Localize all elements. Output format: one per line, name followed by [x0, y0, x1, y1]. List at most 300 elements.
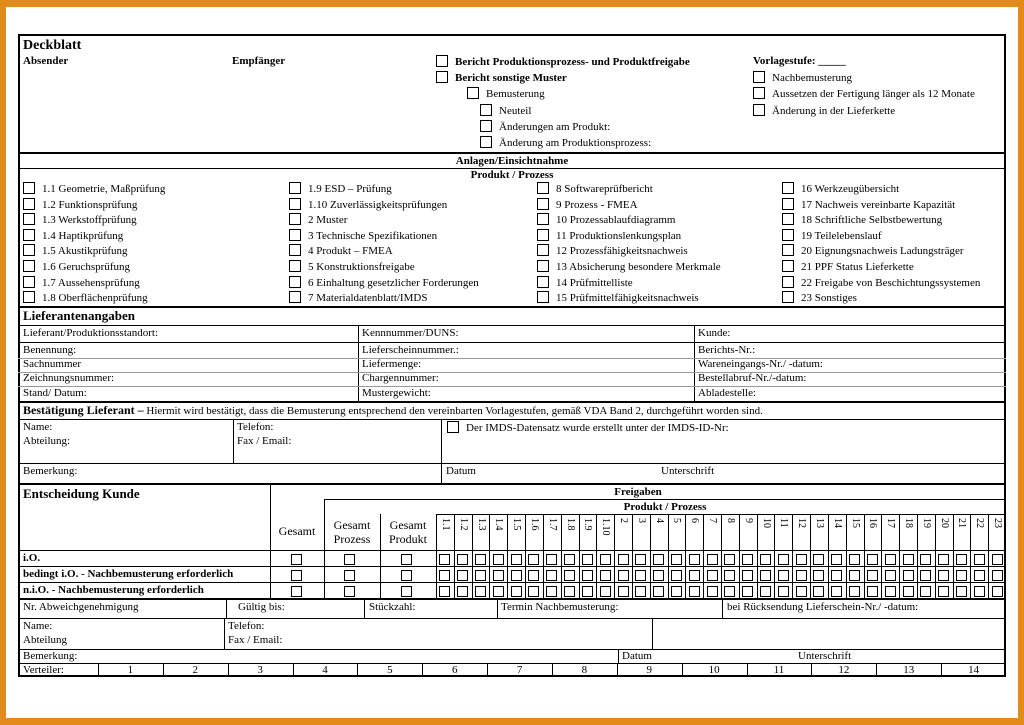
- checkbox-icon[interactable]: [796, 570, 807, 581]
- checkbox-icon[interactable]: [782, 198, 794, 210]
- column-header: 5: [671, 518, 683, 523]
- checkbox-icon[interactable]: [289, 229, 301, 241]
- checkbox-icon[interactable]: [920, 586, 931, 597]
- checkbox-icon[interactable]: [618, 554, 629, 565]
- checkbox-icon[interactable]: [974, 586, 985, 597]
- verteiler-number[interactable]: 8: [581, 664, 588, 676]
- checkbox-icon[interactable]: [956, 554, 967, 565]
- divider: [881, 514, 882, 598]
- checkbox-icon[interactable]: [291, 586, 302, 597]
- anlage-item-label: 5 Konstruktionsfreigabe: [308, 261, 415, 273]
- checkbox-icon[interactable]: [289, 276, 301, 288]
- checkbox-icon[interactable]: [753, 104, 765, 116]
- divider: [18, 358, 1006, 359]
- column-header: 1.10: [600, 518, 612, 536]
- checkbox-icon[interactable]: [885, 586, 896, 597]
- checkbox-icon[interactable]: [291, 570, 302, 581]
- checkbox-icon[interactable]: [289, 213, 301, 225]
- anlage-item[interactable]: [289, 198, 447, 212]
- anlage-item[interactable]: [23, 182, 165, 196]
- checkbox-icon[interactable]: [528, 554, 539, 565]
- anlage-item[interactable]: [782, 213, 942, 227]
- checkbox-icon[interactable]: [401, 586, 412, 597]
- checkbox-icon[interactable]: [439, 586, 450, 597]
- checkbox-icon[interactable]: [849, 586, 860, 597]
- checkbox-icon[interactable]: [475, 586, 486, 597]
- checkbox-icon[interactable]: [849, 554, 860, 565]
- column-header: 6: [689, 518, 701, 523]
- divider: [970, 514, 971, 598]
- checkbox-icon[interactable]: [938, 586, 949, 597]
- checkbox-icon[interactable]: [23, 244, 35, 256]
- vorlagestufe-label: Vorlagestufe: _____: [753, 55, 846, 67]
- checkbox-icon[interactable]: [782, 291, 794, 303]
- divider: [864, 514, 865, 598]
- checkbox-icon[interactable]: [903, 554, 914, 565]
- anlage-item[interactable]: [289, 213, 347, 227]
- checkbox-icon[interactable]: [537, 198, 549, 210]
- lieferant-field[interactable]: Bestellabruf-Nr./-datum:: [698, 372, 807, 385]
- checkbox-icon[interactable]: [289, 198, 301, 210]
- checkbox-icon[interactable]: [849, 570, 860, 581]
- checkbox-icon[interactable]: [742, 554, 753, 565]
- footer-datum-field[interactable]: Datum: [622, 650, 652, 662]
- anlage-item[interactable]: [23, 276, 140, 290]
- checkbox-icon[interactable]: [671, 554, 682, 565]
- checkbox-icon[interactable]: [796, 586, 807, 597]
- divider: [18, 419, 1006, 420]
- column-header: 23: [992, 518, 1004, 528]
- column-header: 22: [974, 518, 986, 528]
- column-header: 9: [742, 518, 754, 523]
- checkbox-icon[interactable]: [537, 213, 549, 225]
- checkbox-icon[interactable]: [436, 71, 448, 83]
- verteiler-number[interactable]: 13: [903, 664, 915, 676]
- checkbox-icon[interactable]: [546, 586, 557, 597]
- checkbox-icon[interactable]: [920, 554, 931, 565]
- divider: [561, 514, 562, 598]
- divider: [828, 514, 829, 598]
- anlagen-title: Anlagen/Einsichtnahme: [455, 155, 569, 167]
- bestaetigung-title: Bestätigung Lieferant –: [23, 403, 144, 417]
- lieferant-field[interactable]: Berichts-Nr.:: [698, 344, 756, 356]
- checkbox-icon[interactable]: [457, 586, 468, 597]
- checkbox-icon[interactable]: [778, 586, 789, 597]
- anlage-item-label: 16 Werkzeugübersicht: [801, 183, 900, 195]
- checkbox-icon[interactable]: [439, 554, 450, 565]
- row-label-nio: n.i.O. - Nachbemusterung erforderlich: [23, 584, 204, 596]
- anlage-item-label: 23 Sonstiges: [801, 292, 857, 305]
- divider: [614, 514, 615, 598]
- checkbox-icon[interactable]: [635, 554, 646, 565]
- checkbox-icon[interactable]: [653, 586, 664, 597]
- abteilung-field[interactable]: Abteilung:: [23, 435, 71, 447]
- checkbox-icon[interactable]: [778, 554, 789, 565]
- checkbox-icon[interactable]: [546, 554, 557, 565]
- gueltig-bis-field[interactable]: Gültig bis:: [238, 601, 285, 613]
- abweichgenehmigung-field[interactable]: Nr. Abweichgenehmigung: [23, 601, 139, 613]
- divider: [632, 514, 633, 598]
- checkbox-icon[interactable]: [537, 260, 549, 272]
- verteiler-number[interactable]: 12: [838, 664, 850, 676]
- checkbox-icon[interactable]: [760, 554, 771, 565]
- anlage-item[interactable]: [23, 198, 137, 212]
- neuteil-option[interactable]: Neuteil: [480, 104, 531, 118]
- checkbox-icon[interactable]: [537, 291, 549, 303]
- footer-fax-field[interactable]: Fax / Email:: [228, 634, 283, 646]
- checkbox-icon[interactable]: [867, 554, 878, 565]
- anlage-item-label: 1.10 Zuverlässigkeitsprüfungen: [308, 198, 448, 211]
- checkbox-icon[interactable]: [439, 570, 450, 581]
- checkbox-icon[interactable]: [618, 570, 629, 581]
- checkbox-icon[interactable]: [760, 570, 771, 581]
- checkbox-icon[interactable]: [23, 260, 35, 272]
- checkbox-icon[interactable]: [291, 554, 302, 565]
- anlage-item[interactable]: [782, 291, 857, 305]
- checkbox-icon[interactable]: [480, 120, 492, 132]
- checkbox-icon[interactable]: [782, 182, 794, 194]
- checkbox-icon[interactable]: [289, 291, 301, 303]
- checkbox-icon[interactable]: [23, 291, 35, 303]
- anlage-item[interactable]: [537, 244, 688, 258]
- anlage-item[interactable]: [289, 229, 437, 243]
- divider: [739, 514, 740, 598]
- checkbox-icon[interactable]: [600, 586, 611, 597]
- lieferant-field[interactable]: Chargennummer:: [362, 372, 439, 385]
- imds-option[interactable]: Der IMDS-Datensatz wurde erstellt unter der IMDS-ID-Nr:: [447, 421, 729, 435]
- anlage-item[interactable]: [782, 229, 882, 243]
- checkbox-icon[interactable]: [457, 554, 468, 565]
- checkbox-icon[interactable]: [920, 570, 931, 581]
- checkbox-icon[interactable]: [289, 182, 301, 194]
- lieferant-field[interactable]: Liefermenge:: [362, 358, 422, 371]
- checkbox-icon[interactable]: [401, 554, 412, 565]
- checkbox-icon[interactable]: [778, 570, 789, 581]
- datum-field[interactable]: Datum: [446, 465, 476, 477]
- lieferant-field[interactable]: Mustergewicht:: [362, 386, 431, 399]
- verteiler-number[interactable]: 14: [968, 664, 980, 676]
- anlage-item-label: 1.8 Oberflächenprüfung: [42, 292, 148, 305]
- divider: [722, 599, 723, 618]
- checkbox-icon[interactable]: [447, 421, 459, 433]
- checkbox-icon[interactable]: [436, 55, 448, 67]
- anlage-item[interactable]: [23, 213, 137, 227]
- checkbox-icon[interactable]: [782, 213, 794, 225]
- checkbox-icon[interactable]: [23, 276, 35, 288]
- aenderung-lieferkette-option[interactable]: Änderung in der Lieferkette: [753, 104, 895, 118]
- divider: [18, 325, 1006, 326]
- anlage-item[interactable]: [782, 182, 899, 196]
- checkbox-icon[interactable]: [753, 87, 765, 99]
- verteiler-number[interactable]: 3: [257, 664, 263, 676]
- anlage-item[interactable]: [782, 244, 964, 258]
- checkbox-icon[interactable]: [653, 570, 664, 581]
- checkbox-icon[interactable]: [401, 570, 412, 581]
- checkbox-icon[interactable]: [528, 586, 539, 597]
- kunde-field[interactable]: Kunde:: [698, 327, 731, 339]
- anlage-item[interactable]: [537, 260, 721, 274]
- anlage-item-label: 11 Produktionslenkungsplan: [556, 229, 682, 242]
- bemusterung-option[interactable]: Bemusterung: [467, 87, 545, 101]
- divider: [441, 419, 442, 483]
- checkbox-icon[interactable]: [23, 182, 35, 194]
- anlage-item-label: 1.5 Akustikprüfung: [42, 245, 128, 258]
- anlage-item[interactable]: [289, 244, 393, 258]
- checkbox-icon[interactable]: [653, 554, 664, 565]
- checkbox-icon[interactable]: [782, 276, 794, 288]
- anlage-item[interactable]: [537, 182, 653, 196]
- checkbox-icon[interactable]: [564, 570, 575, 581]
- checkbox-icon[interactable]: [724, 570, 735, 581]
- anlage-item-label: 18 Schriftliche Selbstbewertung: [801, 214, 943, 227]
- checkbox-icon[interactable]: [23, 198, 35, 210]
- verteiler-number[interactable]: 6: [451, 664, 458, 676]
- checkbox-icon[interactable]: [582, 554, 593, 565]
- checkbox-icon[interactable]: [992, 586, 1003, 597]
- anlage-item[interactable]: [289, 276, 479, 290]
- checkbox-icon[interactable]: [344, 554, 355, 565]
- divider: [224, 618, 225, 649]
- checkbox-icon[interactable]: [707, 586, 718, 597]
- divider: [18, 649, 1006, 650]
- checkbox-icon[interactable]: [475, 570, 486, 581]
- checkbox-icon[interactable]: [689, 570, 700, 581]
- checkbox-icon[interactable]: [546, 570, 557, 581]
- checkbox-icon[interactable]: [564, 554, 575, 565]
- checkbox-icon[interactable]: [707, 570, 718, 581]
- footer-abteilung-field[interactable]: Abteilung: [23, 634, 67, 646]
- lieferant-field[interactable]: Wareneingangs-Nr./ -datum:: [698, 358, 823, 371]
- gesamt-produkt-header-1: Gesamt: [389, 518, 427, 532]
- checkbox-icon[interactable]: [582, 570, 593, 581]
- empfaenger-label: Empfänger: [232, 55, 286, 67]
- lieferant-field[interactable]: Zeichnungsnummer:: [23, 372, 115, 385]
- checkbox-icon[interactable]: [885, 570, 896, 581]
- checkbox-icon[interactable]: [867, 586, 878, 597]
- divider: [721, 514, 722, 598]
- verteiler-number[interactable]: 4: [322, 664, 328, 676]
- checkbox-icon[interactable]: [782, 229, 794, 241]
- checkbox-icon[interactable]: [813, 554, 824, 565]
- checkbox-icon[interactable]: [753, 71, 765, 83]
- checkbox-icon[interactable]: [938, 570, 949, 581]
- column-header: 16: [867, 518, 879, 528]
- checkbox-icon[interactable]: [457, 570, 468, 581]
- checkbox-icon[interactable]: [344, 586, 355, 597]
- checkbox-icon[interactable]: [564, 586, 575, 597]
- divider: [226, 599, 227, 618]
- column-header: 1.7: [546, 518, 558, 531]
- lieferant-field[interactable]: Sachnummer: [23, 358, 82, 371]
- checkbox-icon[interactable]: [813, 570, 824, 581]
- column-header: 1.9: [582, 518, 594, 531]
- column-header: 7: [707, 518, 719, 523]
- column-header: 1.2: [457, 518, 469, 531]
- anlage-item[interactable]: [23, 244, 128, 258]
- checkbox-icon[interactable]: [956, 586, 967, 597]
- anlage-item[interactable]: [782, 198, 955, 212]
- checkbox-icon[interactable]: [480, 104, 492, 116]
- checkbox-icon[interactable]: [689, 586, 700, 597]
- anlage-item[interactable]: [23, 260, 130, 274]
- column-header: 19: [920, 518, 932, 528]
- bericht-produktionsprozess[interactable]: Bericht Produktionsprozess- und Produktfreigabe: [436, 55, 690, 69]
- divider: [792, 514, 793, 598]
- checkbox-icon[interactable]: [831, 570, 842, 581]
- checkbox-icon[interactable]: [537, 244, 549, 256]
- anlage-item[interactable]: [537, 198, 638, 212]
- checkbox-icon[interactable]: [724, 586, 735, 597]
- checkbox-icon[interactable]: [600, 554, 611, 565]
- anlage-item-label: 1.9 ESD – Prüfung: [308, 183, 392, 195]
- checkbox-icon[interactable]: [671, 586, 682, 597]
- gesamt-produkt-header-2: Produkt: [388, 532, 427, 546]
- anlage-item[interactable]: [289, 260, 415, 274]
- checkbox-icon[interactable]: [782, 244, 794, 256]
- checkbox-icon[interactable]: [689, 554, 700, 565]
- checkbox-icon[interactable]: [493, 586, 504, 597]
- name-field[interactable]: Name:: [23, 421, 53, 433]
- footer-unterschrift-field[interactable]: Unterschrift: [798, 650, 852, 662]
- bemerkung-field[interactable]: Bemerkung:: [23, 465, 78, 477]
- checkbox-icon[interactable]: [618, 586, 629, 597]
- lieferant-field[interactable]: Benennung:: [23, 344, 77, 356]
- checkbox-icon[interactable]: [511, 586, 522, 597]
- footer-name-field[interactable]: Name:: [23, 620, 53, 632]
- anlage-item[interactable]: [782, 276, 980, 290]
- telefon-field[interactable]: Telefon:: [237, 421, 274, 433]
- checkbox-icon[interactable]: [511, 570, 522, 581]
- checkbox-icon[interactable]: [475, 554, 486, 565]
- divider: [579, 514, 580, 598]
- checkbox-icon[interactable]: [867, 570, 878, 581]
- aussetzen-fertigung-option[interactable]: Aussetzen der Fertigung länger als 12 Monate: [753, 87, 975, 101]
- checkbox-icon[interactable]: [582, 586, 593, 597]
- checkbox-icon[interactable]: [903, 570, 914, 581]
- ruecksendung-field[interactable]: bei Rücksendung Lieferschein-Nr./ -datum:: [727, 601, 919, 613]
- checkbox-icon[interactable]: [742, 570, 753, 581]
- checkbox-icon[interactable]: [671, 570, 682, 581]
- aenderung-prozess-option[interactable]: Änderung am Produktionsprozess:: [480, 136, 651, 150]
- kennnummer-field[interactable]: Kennnummer/DUNS:: [362, 327, 459, 339]
- checkbox-icon[interactable]: [938, 554, 949, 565]
- checkbox-icon[interactable]: [493, 554, 504, 565]
- checkbox-icon[interactable]: [724, 554, 735, 565]
- verteiler-number[interactable]: 9: [646, 664, 653, 676]
- checkbox-icon[interactable]: [528, 570, 539, 581]
- checkbox-icon[interactable]: [796, 554, 807, 565]
- anlage-item[interactable]: [23, 229, 123, 243]
- verteiler-number[interactable]: 7: [516, 664, 523, 676]
- divider: [18, 618, 1006, 619]
- checkbox-icon[interactable]: [480, 136, 492, 148]
- verteiler-number[interactable]: 1: [127, 664, 134, 676]
- checkbox-icon[interactable]: [511, 554, 522, 565]
- checkbox-icon[interactable]: [885, 554, 896, 565]
- divider: [436, 514, 437, 598]
- verteiler-number[interactable]: 2: [192, 664, 199, 676]
- fax-field[interactable]: Fax / Email:: [237, 435, 292, 447]
- checkbox-icon[interactable]: [956, 570, 967, 581]
- checkbox-icon[interactable]: [537, 182, 549, 194]
- column-header: 12: [796, 518, 808, 528]
- anlage-item[interactable]: [23, 291, 148, 305]
- column-header: 1.3: [475, 518, 487, 531]
- unterschrift-field[interactable]: Unterschrift: [661, 465, 715, 477]
- nachbemusterung-option[interactable]: Nachbemusterung: [753, 71, 852, 85]
- stueckzahl-field[interactable]: Stückzahl:: [369, 601, 416, 613]
- checkbox-icon[interactable]: [344, 570, 355, 581]
- lieferant-field[interactable]: Stand/ Datum:: [23, 386, 87, 399]
- checkbox-icon[interactable]: [23, 229, 35, 241]
- checkbox-icon[interactable]: [23, 213, 35, 225]
- footer-telefon-field[interactable]: Telefon:: [228, 620, 265, 632]
- divider: [935, 514, 936, 598]
- termin-nachbemusterung-field[interactable]: Termin Nachbemusterung:: [501, 601, 619, 613]
- divider: [18, 463, 1006, 464]
- anlage-item[interactable]: [289, 291, 427, 305]
- divider: [18, 372, 1006, 373]
- anlage-item[interactable]: [782, 260, 914, 274]
- checkbox-icon[interactable]: [289, 260, 301, 272]
- lieferant-standort-field[interactable]: Lieferant/Produktionsstandort:: [23, 327, 159, 339]
- verteiler-number[interactable]: 10: [708, 664, 720, 676]
- anlage-item-label: 14 Prüfmittelliste: [556, 276, 633, 289]
- anlage-item[interactable]: [537, 276, 633, 290]
- divider: [454, 514, 455, 598]
- divider: [358, 325, 359, 401]
- anlage-item[interactable]: [537, 213, 675, 227]
- bericht-sonstige-muster[interactable]: Bericht sonstige Muster: [436, 71, 567, 85]
- checkbox-icon[interactable]: [635, 586, 646, 597]
- checkbox-icon[interactable]: [493, 570, 504, 581]
- checkbox-icon[interactable]: [831, 554, 842, 565]
- checkbox-icon[interactable]: [707, 554, 718, 565]
- verteiler-number[interactable]: 5: [387, 664, 393, 676]
- checkbox-icon[interactable]: [992, 570, 1003, 581]
- checkbox-icon[interactable]: [537, 229, 549, 241]
- anlage-item-label: 19 Teilelebenslauf: [801, 229, 882, 242]
- checkbox-icon[interactable]: [813, 586, 824, 597]
- checkbox-icon[interactable]: [974, 570, 985, 581]
- footer-bemerkung-field[interactable]: Bemerkung:: [23, 650, 78, 662]
- verteiler-number[interactable]: 11: [773, 664, 785, 676]
- divider: [543, 514, 544, 598]
- anlage-item-label: 7 Materialdatenblatt/IMDS: [308, 292, 428, 305]
- divider: [18, 306, 1006, 308]
- checkbox-icon[interactable]: [600, 570, 611, 581]
- checkbox-icon[interactable]: [760, 586, 771, 597]
- anlage-item[interactable]: [537, 229, 681, 243]
- checkbox-icon[interactable]: [289, 244, 301, 256]
- anlage-item-label: 1.2 Funktionsprüfung: [42, 198, 138, 211]
- lieferant-field[interactable]: Abladestelle:: [698, 386, 757, 399]
- anlage-item[interactable]: [289, 182, 392, 196]
- checkbox-icon[interactable]: [992, 554, 1003, 565]
- lieferant-field[interactable]: Lieferscheinnummer.:: [362, 344, 459, 356]
- aenderung-produkt-option[interactable]: Änderungen am Produkt:: [480, 120, 610, 134]
- anlage-item[interactable]: [537, 291, 699, 305]
- checkbox-icon[interactable]: [467, 87, 479, 99]
- checkbox-icon[interactable]: [831, 586, 842, 597]
- checkbox-icon[interactable]: [974, 554, 985, 565]
- checkbox-icon[interactable]: [537, 276, 549, 288]
- divider: [810, 514, 811, 598]
- checkbox-icon[interactable]: [903, 586, 914, 597]
- checkbox-icon[interactable]: [782, 260, 794, 272]
- checkbox-icon[interactable]: [742, 586, 753, 597]
- checkbox-icon[interactable]: [635, 570, 646, 581]
